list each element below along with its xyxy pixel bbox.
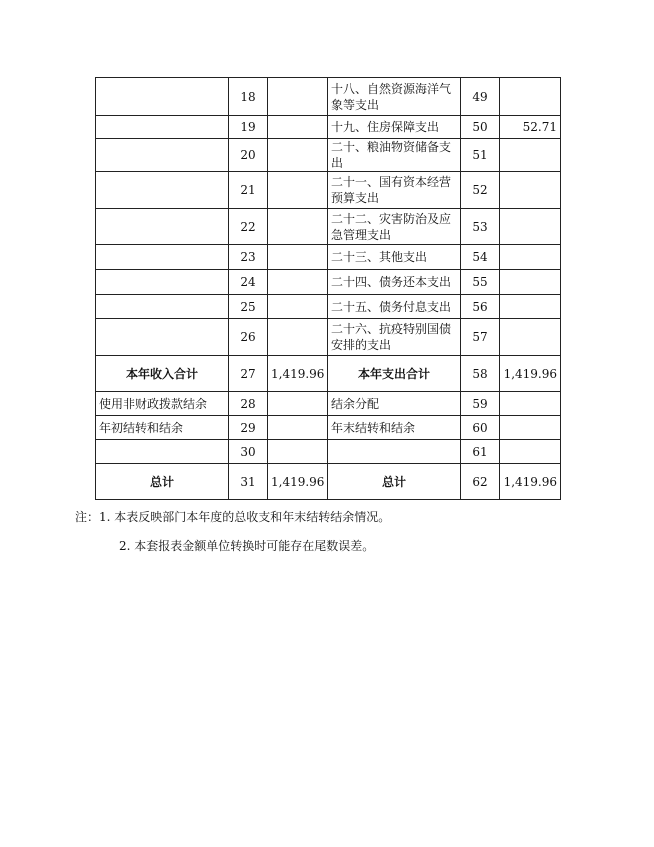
table-row [96,295,561,319]
right-row-number: 49 [461,78,500,116]
left-label-cell [96,209,229,245]
left-label-cell: 本年收入合计 [96,356,229,392]
left-amount-cell [268,392,328,416]
right-row-number: 50 [461,116,500,139]
table-row [96,392,561,416]
right-amount-cell: 1,419.96 [500,356,561,392]
table-row [96,139,561,172]
right-label-cell: 本年支出合计 [328,356,461,392]
table-row [96,245,561,270]
left-amount-cell [268,270,328,295]
table-row [96,116,561,139]
left-amount-cell [268,209,328,245]
left-row-number: 25 [229,295,268,319]
right-amount-cell: 52.71 [500,116,561,139]
right-row-number: 60 [461,416,500,440]
left-row-number: 27 [229,356,268,392]
right-row-number: 56 [461,295,500,319]
right-amount-cell: 1,419.96 [500,464,561,500]
left-row-number: 21 [229,172,268,209]
left-row-number: 19 [229,116,268,139]
note-line-1: 注：1. 本表反映部门本年度的总收支和年末结转结余情况。 [75,510,391,524]
left-amount-cell [268,319,328,356]
right-row-number: 51 [461,139,500,172]
left-amount-cell: 1,419.96 [268,356,328,392]
table-row [96,440,561,464]
right-amount-cell [500,139,561,172]
left-label-cell: 总计 [96,464,229,500]
left-amount-cell [268,139,328,172]
right-amount-cell [500,245,561,270]
right-label-cell: 二十六、抗疫特别国债安排的支出 [328,319,461,356]
table-row [96,172,561,209]
right-amount-cell [500,416,561,440]
right-amount-cell [500,440,561,464]
left-amount-cell [268,295,328,319]
right-row-number: 52 [461,172,500,209]
table-row [96,464,561,500]
left-row-number: 26 [229,319,268,356]
table-row [96,209,561,245]
table-row [96,319,561,356]
left-amount-cell [268,245,328,270]
table-row [96,270,561,295]
right-amount-cell [500,295,561,319]
table-notes [75,509,390,554]
left-amount-cell [268,440,328,464]
left-amount-cell [268,172,328,209]
left-row-number: 29 [229,416,268,440]
right-row-number: 55 [461,270,500,295]
right-amount-cell [500,392,561,416]
left-label-cell [96,440,229,464]
left-label-cell [96,139,229,172]
right-row-number: 54 [461,245,500,270]
left-label-cell [96,295,229,319]
right-label-cell: 二十一、国有资本经营预算支出 [328,172,461,209]
left-row-number: 30 [229,440,268,464]
right-label-cell: 结余分配 [328,392,461,416]
table-row [96,78,561,116]
right-row-number: 62 [461,464,500,500]
right-amount-cell [500,319,561,356]
left-row-number: 28 [229,392,268,416]
budget-summary-table [95,77,561,500]
left-row-number: 23 [229,245,268,270]
left-amount-cell [268,416,328,440]
left-label-cell [96,172,229,209]
right-label-cell: 二十三、其他支出 [328,245,461,270]
right-row-number: 57 [461,319,500,356]
left-amount-cell [268,78,328,116]
left-label-cell [96,319,229,356]
note-line-2: 2. 本套报表金额单位转换时可能存在尾数误差。 [119,539,375,553]
right-amount-cell [500,172,561,209]
right-amount-cell [500,78,561,116]
right-row-number: 58 [461,356,500,392]
right-row-number: 53 [461,209,500,245]
left-label-cell [96,245,229,270]
left-label-cell: 使用非财政拨款结余 [96,392,229,416]
right-label-cell: 十八、自然资源海洋气象等支出 [328,78,461,116]
right-label-cell: 年末结转和结余 [328,416,461,440]
left-label-cell: 年初结转和结余 [96,416,229,440]
right-label-cell: 总计 [328,464,461,500]
left-label-cell [96,270,229,295]
right-row-number: 59 [461,392,500,416]
left-row-number: 18 [229,78,268,116]
table-row [96,416,561,440]
left-amount-cell [268,116,328,139]
right-amount-cell [500,209,561,245]
left-row-number: 22 [229,209,268,245]
right-label-cell [328,440,461,464]
right-label-cell: 二十二、灾害防治及应急管理支出 [328,209,461,245]
left-label-cell [96,116,229,139]
right-amount-cell [500,270,561,295]
right-label-cell: 二十四、债务还本支出 [328,270,461,295]
left-row-number: 20 [229,139,268,172]
left-row-number: 24 [229,270,268,295]
left-label-cell [96,78,229,116]
right-row-number: 61 [461,440,500,464]
left-row-number: 31 [229,464,268,500]
right-label-cell: 二十、粮油物资储备支出 [328,139,461,172]
right-label-cell: 二十五、债务付息支出 [328,295,461,319]
table-row [96,356,561,392]
left-amount-cell: 1,419.96 [268,464,328,500]
right-label-cell: 十九、住房保障支出 [328,116,461,139]
